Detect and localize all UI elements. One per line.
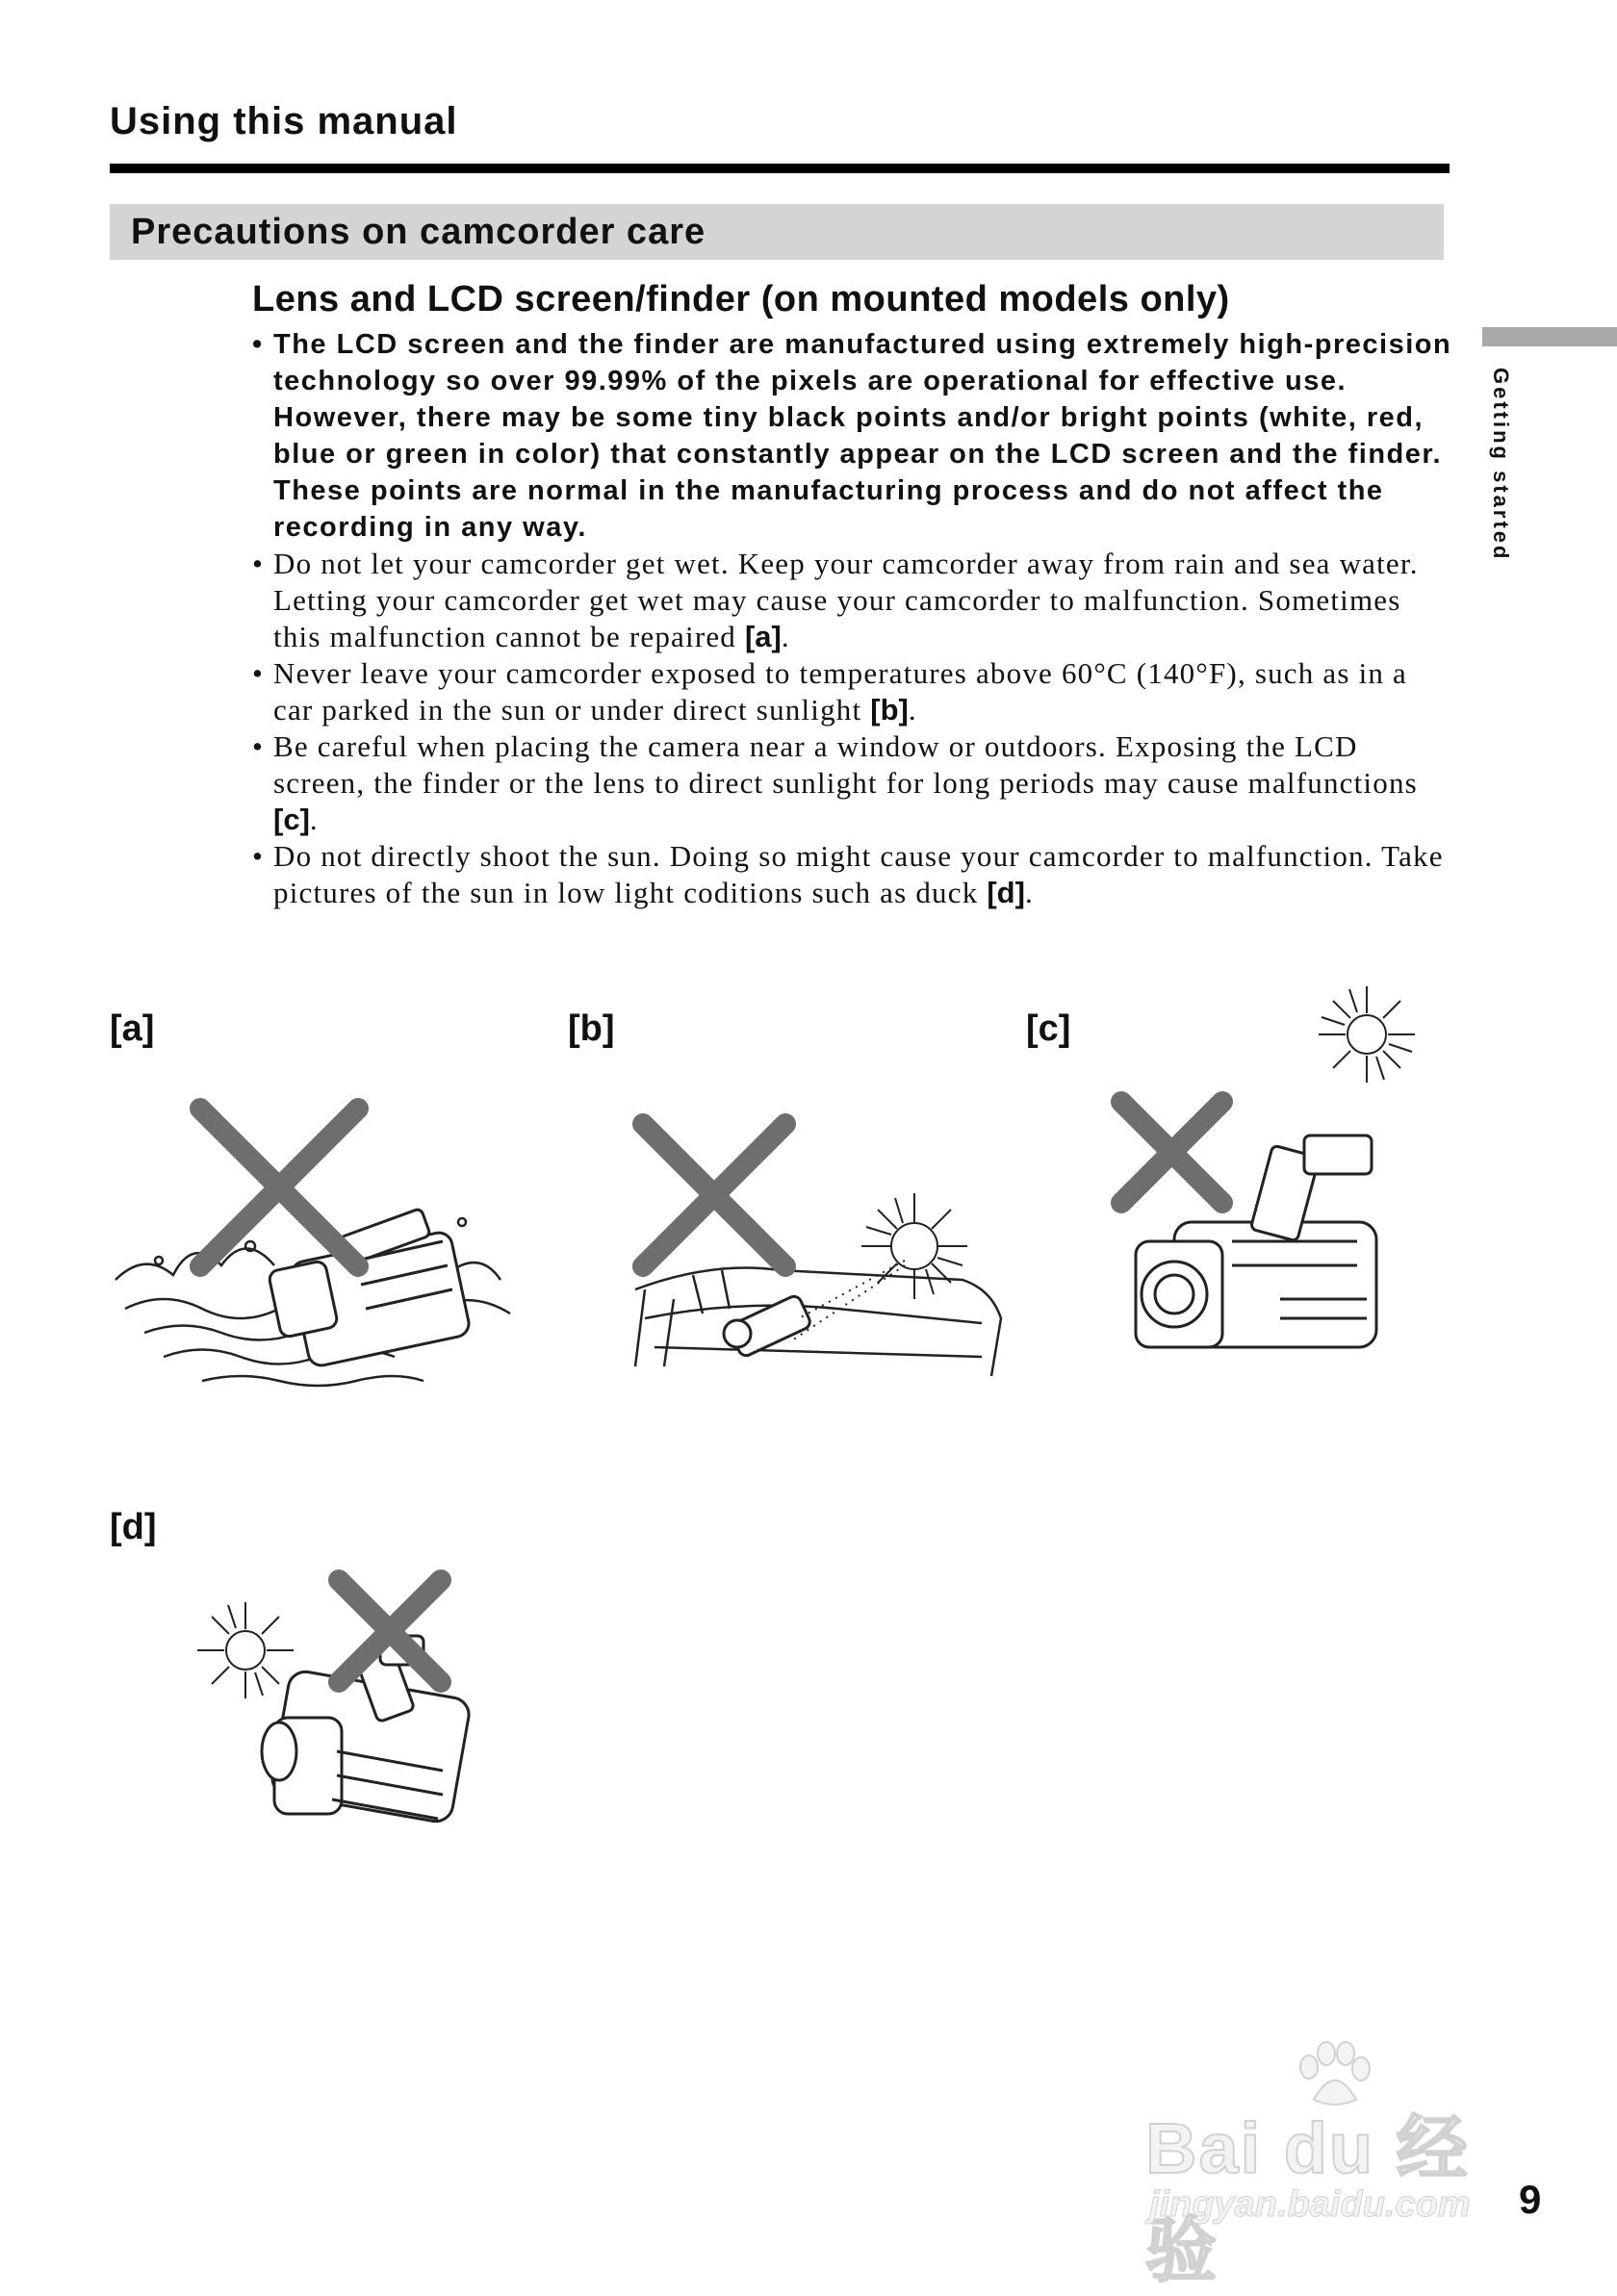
list-item	[252, 326, 1455, 546]
page-title: Using this manual	[110, 100, 458, 142]
cross-mark-icon	[200, 1109, 358, 1266]
item-end: .	[309, 803, 319, 836]
list-item	[252, 546, 1455, 655]
watermark-url: jingyan.baidu.com	[1149, 2184, 1471, 2225]
camcorder-icon	[268, 1209, 471, 1368]
lcd-pixel-note: The LCD screen and the finder are manufactured using extremely high-precision technology so over 99.99% of the pixels are operational for effective use. However, there may be some tiny black points and/or bright points (white, red, blue or green in color) that constantly appear on the LCD screen and the finder. These points are normal in the manufacturing process and do not affect the recording in any way.	[273, 329, 1452, 543]
sun-icon	[1319, 986, 1415, 1083]
item-text: Do not directly shoot the sun. Doing so might cause your camcorder to malfunction. Take pictures of the sun in low light coditions such as duck	[273, 839, 1444, 909]
figure-ref-a: [a]	[744, 620, 782, 653]
figure-label-b: [b]	[568, 1008, 615, 1049]
baidu-watermark	[1145, 2040, 1521, 2290]
item-text: Never leave your camcorder exposed to temperatures above 60°C (140°F), such as in a car parked in the sun or under direct sunlight	[273, 656, 1408, 727]
figure-ref-b: [b]	[870, 693, 909, 727]
watermark-brand: Bai du 经验	[1145, 2108, 1470, 2290]
item-end: .	[1024, 876, 1034, 909]
list-item	[252, 838, 1455, 911]
illustration-wet-camcorder	[106, 1078, 529, 1405]
item-end: .	[781, 620, 790, 653]
figure-ref-c: [c]	[273, 803, 310, 836]
item-end: .	[908, 693, 917, 727]
section-header	[110, 204, 1444, 260]
camcorder-icon	[724, 1294, 812, 1358]
figure-label-a: [a]	[110, 1008, 155, 1049]
list-item	[252, 655, 1455, 728]
figure-label-c: [c]	[1026, 1008, 1071, 1049]
car-dashboard-icon	[635, 1268, 1001, 1377]
page-number: 9	[1519, 2177, 1542, 2222]
precaution-list	[252, 326, 1455, 911]
lens-section	[252, 279, 1455, 911]
side-tab-marker	[1482, 327, 1617, 346]
list-item	[252, 728, 1455, 838]
cross-mark-icon	[643, 1124, 785, 1266]
illustration-sun-exposure	[1088, 982, 1473, 1395]
title-rule	[110, 164, 1450, 173]
illustration-car-sunlight	[616, 1078, 1020, 1395]
item-text: Be careful when placing the camera near a window or outdoors. Exposing the LCD screen, the finder or the lens to direct sunlight for long periods may cause malfunctions	[273, 729, 1418, 800]
sun-icon	[197, 1602, 294, 1698]
side-tab-label: Getting started	[1489, 368, 1513, 562]
figure-label-d: [d]	[110, 1507, 157, 1547]
section-title: Precautions on camcorder care	[131, 212, 706, 252]
cross-mark-icon	[1121, 1102, 1222, 1203]
figure-ref-d: [d]	[987, 876, 1025, 909]
item-text: Do not let your camcorder get wet. Keep your camcorder away from rain and sea water. Letting your camcorder get wet may cause your camcorder to malfunction. Sometimes this malfunction cannot be repaired	[273, 547, 1419, 653]
illustration-shooting-sun	[164, 1559, 510, 1886]
lens-heading: Lens and LCD screen/finder (on mounted models only)	[252, 279, 1230, 319]
